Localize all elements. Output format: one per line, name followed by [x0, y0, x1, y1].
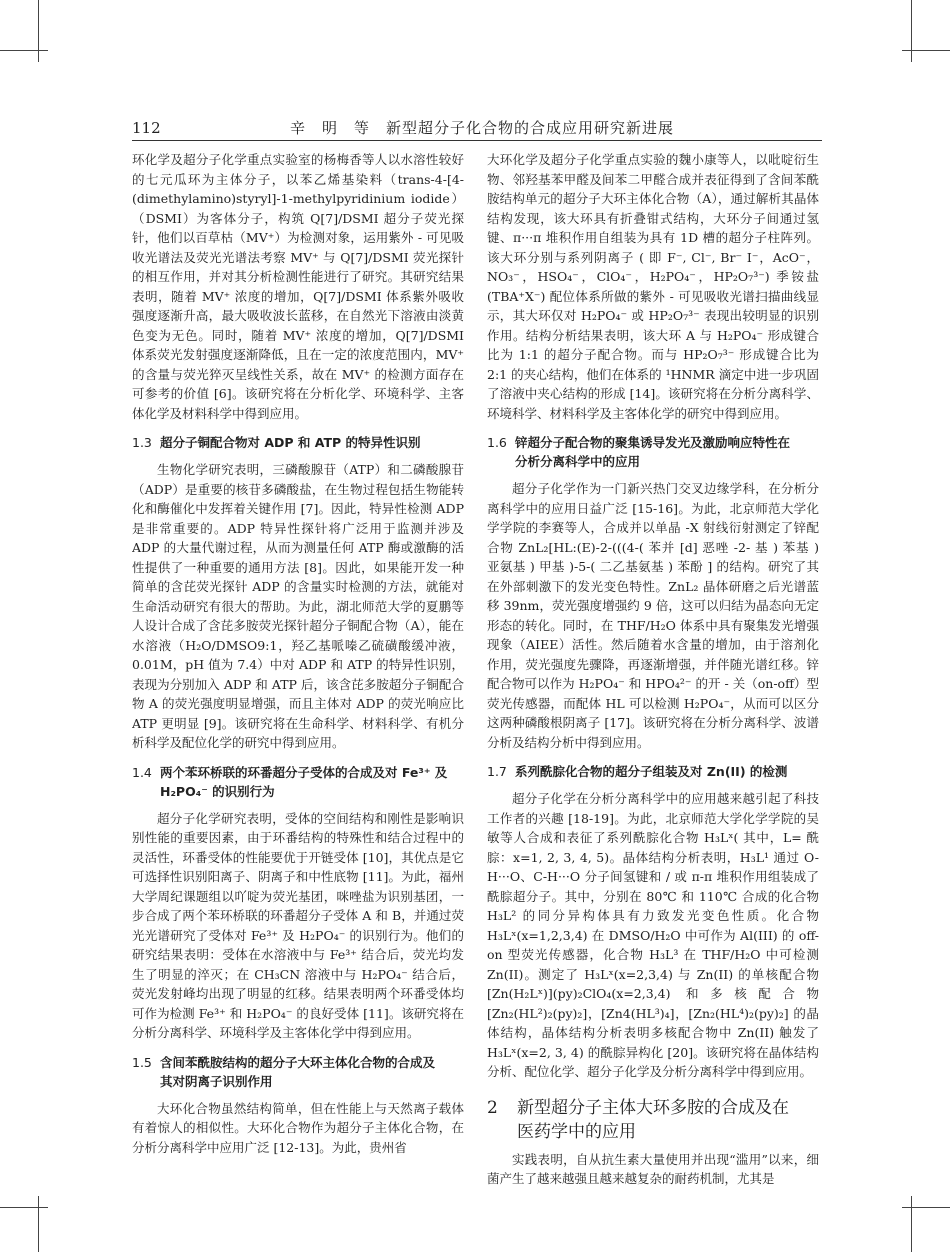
crop-mark	[0, 50, 48, 51]
crop-mark	[38, 1196, 39, 1252]
section-heading-1-4	[132, 763, 464, 801]
section-heading-1-3	[132, 433, 464, 452]
section-title: 两个苯环桥联的环番超分子受体的合成及对 Fe³⁺ 及	[160, 764, 448, 780]
section-number: 1.6	[487, 435, 507, 450]
section-heading-1-6	[487, 433, 819, 471]
crop-mark	[902, 50, 950, 51]
paragraph-1-7: 超分子化学在分析分离科学中的应用越来越引起了科技工作者的兴趣 [18-19]。为此，北京师范大学化学学院的吴敏等人合成和表征了系列酰腙化合物 H₃Lˣ( 其中，L= 酰腙：x=1, 2, 3, 4, 5)。晶体结构分析表明，H₃L¹ 通过 O-H···O、C-H···O 分子间氢键和 / 或 π-π 堆积作用组装成了酰腙超分子。其中，分别在 80℃ 和 110℃ 合成的化合物 H₃L² 的同分异构体具有力致发光变色性质。化合物 H₃Lˣ(x=1,2,3,4) 在 DMSO/H₂O 中可作为 Al(III) 的 off-on 型荧光传感器，化合物 H₃L³ 在 THF/H₂O 中可检测 Zn(II)。测定了 H₃Lˣ(x=2,3,4) 与 Zn(II) 的单核配合物 [Zn(H₂Lˣ)](py)₂ClO₄(x=2,3,4) 和多核配合物 [Zn₂(HL²)₂(py)₂]，[Zn4(HL³)₄]，[Zn₂(HL⁴)₂(py)₂] 的晶体结构，晶体结构分析表明多核配合物中 Zn(II) 触发了 H₃Lˣ(x=2, 3, 4) 的酰腙异构化 [20]。该研究将在晶体结构分析、配位化学、超分子化学及分析分离科学中得到应用。	[487, 791, 819, 1079]
section-heading-1-7	[487, 762, 819, 781]
running-header	[132, 118, 822, 141]
paragraph-1-5-continued: 大环化学及超分子化学重点实验的魏小康等人，以吡啶衍生物、邻羟基苯甲醛及间苯二甲醛合成并表征得到了含间苯酰胺结构单元的超分子大环主体化合物（A），通过解析其晶体结构发现，该大环具有折叠钳式结构，大环分子间通过氢键、π···π 堆积作用自组装为具有 1D 槽的超分子柱阵列。该大环分别与系列阴离子 ( 即 F⁻, Cl⁻, Br⁻ I⁻，AcO⁻，NO₃⁻，HSO₄⁻，ClO₄⁻，H₂PO₄⁻，HP₂O₇³⁻) 季铵盐 (TBA⁺X⁻) 配位体系所做的紫外 - 可见吸收光谱扫描曲线显示，其大环仅对 H₂PO₄⁻ 或 HP₂O₇³⁻ 表现出较明显的识别作用。结构分析结果表明，该大环 A 与 H₂PO₄⁻ 形成键合比为 1:1 的超分子配合物。而与 HP₂O₇³⁻ 形成键合比为 2:1 的夹心结构，他们在体系的 ¹HNMR 滴定中进一步巩固了溶液中夹心结构的形成 [14]。该研究将在分析分离科学、环境科学、材料科学及主客体化学的研究中得到应用。	[487, 152, 819, 421]
section-number: 1.5	[132, 1054, 152, 1070]
section-title: 含间苯酰胺结构的超分子大环主体化合物的合成及	[160, 1054, 436, 1070]
page-number: 112	[132, 119, 161, 137]
section-number: 1.7	[487, 764, 507, 779]
running-title: 辛 明 等 新型超分子化合物的合成应用研究新进展	[290, 119, 675, 137]
paragraph-1-6: 超分子化学作为一门新兴热门交叉边缘学科，在分析分离科学中的应用日益广泛 [15-16]。为此，北京师范大学化学学院的李赛等人，合成并以单晶 -X 射线衍射测定了锌配合物 ZnL₂[HL:(E)-2-(((4-( 苯并 [d] 恶唑 -2- 基 ) 苯基 ) 亚氨基 ) 甲基 )-5-( 二乙基氨基 ) 苯酚 ] 的结构。研究了其在外部刺激下的发光变色特性。ZnL₂ 晶体研磨之后光谱蓝移 39nm，荧光强度增强约 9 倍，这可以归结为晶态向无定形态的转化。同时，在 THF/H₂O 体系中具有聚集发光增强现象（AIEE）活性。然后随着水含量的增加，由于溶剂化作用，荧光强度先骤降，再逐渐增强，并伴随光谱红移。锌配合物可以作为 H₂PO₄⁻ 和 HPO₄²⁻ 的开 - 关（on-off）型荧光传感器，而配体 HL 可以检测 H₂PO₄⁻，从而可以区分这两种磷酸根阴离子 [17]。该研究将在分析分离科学、波谱分析及结构分析中得到应用。	[487, 481, 819, 750]
section-title-line2: 其对阴离子识别作用	[160, 1073, 273, 1089]
chapter-title-line2: 医药学中的应用	[517, 1121, 636, 1142]
section-number: 1.3	[132, 435, 152, 450]
section-heading-1-5	[132, 1053, 464, 1091]
crop-mark	[911, 0, 912, 62]
right-column	[487, 150, 819, 1230]
chapter-heading-2	[487, 1096, 819, 1144]
paragraph-1-3: 生物化学研究表明，三磷酸腺苷（ATP）和二磷酸腺苷（ADP）是重要的核苷多磷酸盐，在生物过程包括生物能转化和酶催化中发挥着关键作用 [7]。因此，特异性检测 ADP 是非常重要的。ADP 特异性探针将广泛用于监测并涉及 ADP 的大量代谢过程，从而为测量任何 ATP 酶或激酶的活性提供了一种重要的通用方法 [8]。因此，如果能开发一种简单的含芘荧光探针 ADP 的含量实时检测的方法，就能对生命活动研究有很大的帮助。为此，湖北师范大学的夏鹏等人设计合成了含芘多胺荧光探针超分子铜配合物（A），能在水溶液（H₂O/DMSO9:1，羟乙基哌嗪乙硫磺酸缓冲液，0.01M，pH 值为 7.4）中对 ADP 和 ATP 的特异性识别，表现为分别加入 ADP 和 ATP 后，该含芘多胺超分子铜配合物 A 的荧光强度明显增强，而且主体对 ADP 的荧光响应比 ATP 更明显 [9]。该研究将在生命科学、材料科学、有机分析科学及配位化学的研究中得到应用。	[132, 462, 464, 750]
section-title: 锌超分子配合物的聚集诱导发光及激励响应特性在	[515, 435, 791, 450]
crop-mark	[902, 1207, 950, 1208]
crop-mark	[0, 1207, 48, 1208]
section-number: 1.4	[132, 764, 152, 780]
section-title-line2: H₂PO₄⁻ 的识别行为	[160, 783, 275, 799]
chapter-number: 2	[487, 1097, 498, 1118]
section-title-line2: 分析分离科学中的应用	[515, 454, 641, 469]
paragraph-1-5: 大环化合物虽然结构简单，但在性能上与天然离子载体有着惊人的相似性。大环化合物作为超分子主体化合物，在分析分离科学中应用广泛 [12-13]。为此，贵州省	[132, 1100, 464, 1155]
section-title: 超分子铜配合物对 ADP 和 ATP 的特异性识别	[160, 435, 421, 450]
crop-mark	[38, 0, 39, 62]
crop-mark	[911, 1196, 912, 1252]
paragraph-2: 实践表明，自从抗生素大量使用并出现“滥用”以来，细菌产生了越来越强且越来越复杂的耐药机制，尤其是	[487, 1151, 819, 1186]
paragraph-intro-continued: 环化学及超分子化学重点实验室的杨梅香等人以水溶性较好的七元瓜环为主体分子，以苯乙烯基染料（trans-4-[4-(dimethylamino)styryl]-1-methylpyridinium iodide）（DSMI）为客体分子，构筑 Q[7]/DSMI 超分子荧光探针，他们以百草枯（MV⁺）为检测对象，运用紫外 - 可见吸收光谱法及荧光光谱法考察 MV⁺ 与 Q[7]/DSMI 荧光探针的相互作用，并对其分析检测性能进行了研究。其研究结果表明，随着 MV⁺ 浓度的增加，Q[7]/DSMI 体系紫外吸收强度逐渐升高，最大吸收波长蓝移，在自然光下溶液由淡黄色变为无色。同时，随着 MV⁺ 浓度的增加，Q[7]/DSMI 体系荧光发射强度逐渐降低，且在一定的浓度范围内，MV⁺ 的含量与荧光猝灭呈线性关系，故在 MV⁺ 的检测方面存在可参考的价值 [6]。该研究将在分析化学、环境科学、主客体化学及材料科学中得到应用。	[132, 152, 464, 421]
chapter-title: 新型超分子主体大环多胺的合成及在	[517, 1097, 789, 1118]
paragraph-1-4: 超分子化学研究表明，受体的空间结构和刚性是影响识别性能的重要因素，由于环番结构的特殊性和结合过程中的灵活性，环番受体的性能要优于开链受体 [10]，其优点是它可选择性识别阳离子、阴离子和中性底物 [11]。为此，福州大学周纪课题组以吖啶为荧光基团，咪唑盐为识别基团，一步合成了两个苯环桥联的环番超分子受体 A 和 B，并通过荧光光谱研究了受体对 Fe³⁺ 及 H₂PO₄⁻ 的识别行为。他们的研究结果表明：受体在水溶液中与 Fe³⁺ 结合后，荧光均发生了明显的淬灭；在 CH₃CN 溶液中与 H₂PO₄⁻ 结合后，荧光发射峰均出现了明显的红移。结果表明两个环番受体均可作为检测 Fe³⁺ 和 H₂PO₄⁻ 的良好受体 [11]。该研究将在分析分离科学、环境科学及主客体化学中得到应用。	[132, 810, 464, 1040]
section-title: 系列酰腙化合物的超分子组装及对 Zn(II) 的检测	[515, 764, 788, 779]
left-column	[132, 150, 464, 1230]
